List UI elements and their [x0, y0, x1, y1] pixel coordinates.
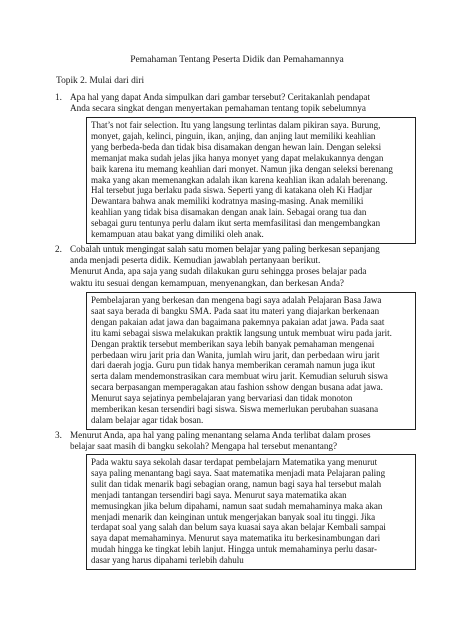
question-line: Anda secara singkat dengan menyertakan pemahaman tentang topik sebelumnya: [70, 103, 366, 114]
answer-line: Menurut saya sejatinya pembelajaran yang bervariasi dan tidak monoton: [91, 393, 353, 404]
answer-line: Pada waktu saya sekolah dasar terdapat pembelajarn Matematika yang menurut: [91, 457, 378, 467]
answer-line: yang berbeda-beda dan tidak bisa disamakan dengan hewan lain. Dengan seleksi: [91, 141, 382, 152]
answer-line: dengan pakaian adat jawa dan bagaimana pakemnya pakaian adat jawa. Pada saat: [91, 316, 385, 327]
question-line: belajar saat masih di bangku sekolah? Mengapa hal tersebut menantang?: [70, 441, 338, 452]
answer-line: memanjat maka sudah jelas jika hanya monyet yang dapat melakukannya dengan: [91, 152, 384, 163]
answer-line: saat saya berada di bangku SMA. Pada saat itu materi yang diajarkan berkenaan: [91, 305, 380, 316]
question-line: Menurut Anda, apa saja yang sudah dilakukan guru sehingga proses belajar pada: [70, 266, 367, 277]
answer-line: maka yang akan memenangkan adalah ikan karena keahlian ikan adalah berenang.: [91, 174, 388, 185]
question-number: 1.: [55, 92, 62, 102]
answer-line: terdapat soal yang salah dan belum saya kuasai saya akan belajar Kembali sampai: [91, 522, 386, 533]
document-title: Pemahaman Tentang Peserta Didik dan Pemahamannya: [130, 54, 344, 65]
topic-heading: Topik 2. Mulai dari diri: [56, 76, 145, 86]
answer-line: sulit dan tidak menarik bagi sebagian orang, namun bagi saya hal tersebut malah: [91, 478, 382, 489]
question-1: [55, 92, 430, 114]
answer-line: saya dapat memahaminya. Menurut saya matematika itu berkesinambungan dari: [91, 533, 381, 544]
answer-box-2: [86, 292, 416, 430]
answer-line: dasar yang harus dipahami terlebih dahulu: [91, 555, 244, 566]
question-number: 3.: [55, 430, 62, 440]
question-line: waktu itu sesuai dengan kemampuan, menyenangkan, dan berkesan Anda?: [70, 277, 345, 288]
answer-line: kemampuan atau bakat yang dimiliki oleh anak.: [91, 229, 264, 240]
answer-line: sebagai guru tentunya perlu dalam ikut serta memfasilitasi dan mengembangkan: [91, 218, 381, 229]
answer-box-1: [86, 117, 416, 244]
question-number: 2.: [55, 244, 62, 254]
answer-line: mudah hingga ke tingkat lebih lanjut. Hingga untuk memahaminya perlu dasar-: [91, 544, 377, 555]
answer-line: memusingkan jika belum dipahami, namun saat sudah memahaminya maka akan: [91, 500, 383, 511]
answer-line: monyet, gajah, kelinci, pinguin, ikan, anjing, dan anjing laut memiliki keahlian: [91, 130, 376, 141]
question-line: Cobalah untuk mengingat salah satu momen belajar yang paling berkesan sepanjang: [70, 244, 380, 254]
answer-line: itu kami sebagai siswa melakukan praktik langsung untuk membuat wiru pada jarit.: [91, 327, 392, 338]
answer-line: dalam belajar agar tidak bosan.: [91, 414, 204, 425]
answer-line: perbedaan wiru jarit pria dan Wanita, jumlah wiru jarit, dan perbedaan wiru jarit: [91, 349, 380, 360]
answer-line: saya paling menantang bagi saya. Saat matematika menjadi mata Pelajaran paling: [91, 467, 386, 478]
answer-line: secara berpasangan memperagakan atau fashion sshow dengan busana adat jawa.: [91, 382, 383, 393]
answer-line: baik karena itu memang keahlian dari monyet. Namun jika dengan seleksi berenang: [91, 163, 393, 174]
answer-line: serta dalam mendemonstrasikan cara membuat wiru jarit. Kemudian seluruh siswa: [91, 371, 388, 382]
answer-line: That’s not fair selection. Itu yang langsung terlintas dalam pikiran saya. Burung,: [91, 120, 381, 130]
answer-line: Dewantara bahwa anak memiliki kodratnya masing-masing. Anak memiliki: [91, 196, 364, 207]
question-line: anda menjadi peserta didik. Kemudian jawablah pertanyaan berikut.: [70, 255, 321, 266]
answer-line: memberikan kesan tersendiri bagi siswa. Siswa memerlukan perubahan suasana: [91, 404, 379, 415]
answer-line: dari daerah jogja. Guru pun tidak hanya memberikan ceramah namun juga ikut: [91, 360, 375, 371]
question-line: Apa hal yang dapat Anda simpulkan dari gambar tersebut? Ceritakanlah pendapat: [70, 92, 371, 102]
answer-line: menjadi tantangan tersendiri bagi saya. Menurut saya matematika akan: [91, 489, 347, 500]
answer-line: Pembelajaran yang berkesan dan mengena bagi saya adalah Pelajaran Basa Jawa: [91, 295, 382, 305]
question-3: [55, 430, 430, 452]
answer-box-3: [86, 454, 416, 570]
answer-line: Dengan praktik tersebut memberikan saya lebih banyak pemahaman mengenai: [91, 338, 375, 349]
answer-line: Hal tersebut juga berlaku pada siswa. Seperti yang di katakana oleh Ki Hadjar: [91, 185, 373, 196]
answer-line: menjadi menarik dan keinginan untuk mengerjakan banyak soal itu tinggi. Jika: [91, 511, 376, 522]
question-2: [55, 244, 430, 289]
question-line: Menurut Anda, apa hal yang paling menantang selama Anda terlibat dalam proses: [70, 430, 371, 440]
answer-line: keahlian yang tidak bisa disamakan dengan anak lain. Sebagai orang tua dan: [91, 207, 367, 218]
